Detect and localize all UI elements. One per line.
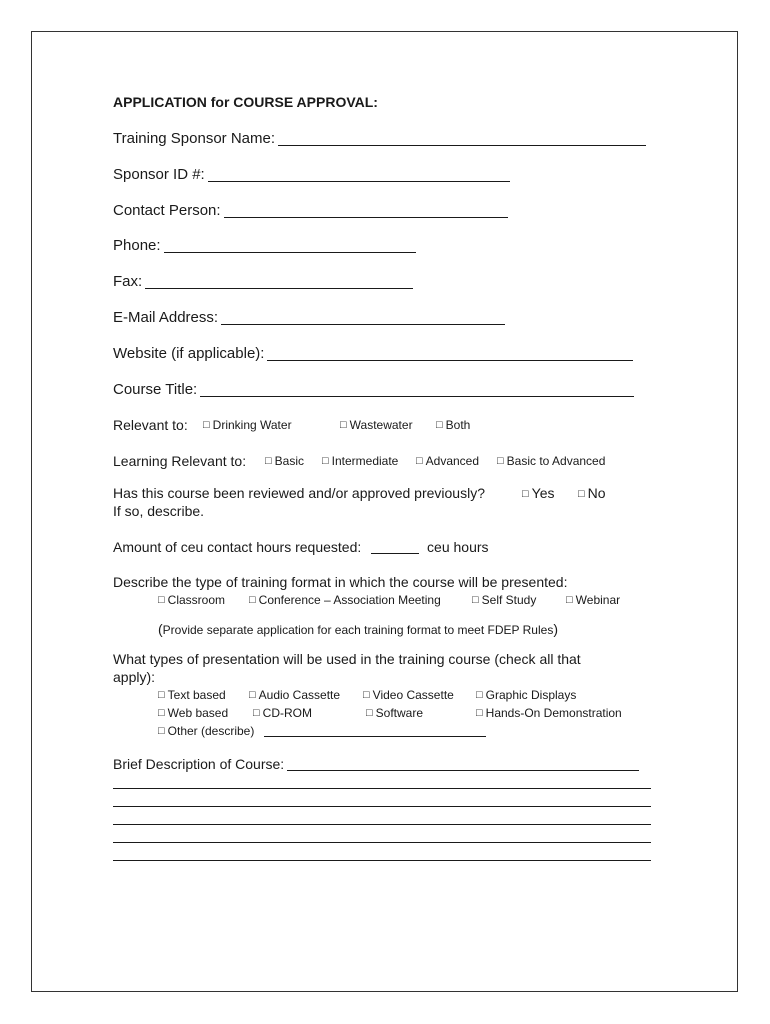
sponsor-id-label: Sponsor ID #: — [113, 166, 205, 183]
training-sponsor-field[interactable] — [113, 131, 646, 146]
checkbox-empty-icon[interactable]: □ — [265, 455, 272, 467]
checkbox-empty-icon[interactable]: □ — [366, 707, 373, 719]
checkbox-empty-icon[interactable]: □ — [158, 594, 165, 606]
website-label: Website (if applicable): — [113, 345, 265, 362]
description-line-5[interactable] — [113, 860, 651, 861]
checkbox-empty-icon[interactable]: □ — [436, 419, 443, 431]
ceu-input-line[interactable] — [371, 539, 419, 554]
description-line-3[interactable] — [113, 824, 651, 825]
presentation-option-hands-on[interactable]: □ Hands-On Demonstration — [476, 706, 622, 720]
description-label: Brief Description of Course: — [113, 756, 285, 772]
email-label: E-Mail Address: — [113, 309, 219, 326]
checkbox-empty-icon[interactable]: □ — [203, 419, 210, 431]
website-field[interactable] — [113, 346, 633, 361]
presentation-option-software[interactable]: □ Software — [366, 706, 424, 720]
checkbox-empty-icon[interactable]: □ — [249, 689, 256, 701]
contact-person-input-line[interactable] — [224, 203, 508, 218]
presentation-option-web-based[interactable]: □ Web based — [158, 706, 229, 720]
checkbox-empty-icon[interactable]: □ — [476, 689, 483, 701]
presentation-option-audio-cassette[interactable]: □ Audio Cassette — [249, 688, 341, 702]
presentation-option-cd-rom[interactable]: □ CD-ROM — [253, 706, 312, 720]
checkbox-empty-icon[interactable]: □ — [522, 488, 529, 500]
description-input-line[interactable] — [287, 756, 639, 771]
learning-relevant-label: Learning Relevant to: — [113, 453, 247, 469]
fax-input-line[interactable] — [145, 274, 413, 289]
presentation-option-video-cassette[interactable]: □ Video Cassette — [363, 688, 454, 702]
checkbox-empty-icon[interactable]: □ — [497, 455, 504, 467]
email-field[interactable] — [113, 310, 505, 325]
checkbox-empty-icon[interactable]: □ — [158, 689, 165, 701]
checkbox-empty-icon[interactable]: □ — [472, 594, 479, 606]
other-describe-input-line[interactable] — [264, 725, 486, 737]
checkbox-empty-icon[interactable]: □ — [158, 707, 165, 719]
relevant-to-label: Relevant to: — [113, 417, 188, 433]
reviewed-no-option[interactable]: □ No — [578, 485, 606, 501]
ceu-unit: ceu hours — [427, 539, 489, 555]
phone-input-line[interactable] — [164, 238, 416, 253]
training-sponsor-label: Training Sponsor Name: — [113, 130, 276, 147]
email-input-line[interactable] — [221, 310, 505, 325]
presentation-question-line2: apply): — [113, 669, 156, 685]
course-title-label: Course Title: — [113, 381, 198, 398]
presentation-option-graphic-displays[interactable]: □ Graphic Displays — [476, 688, 577, 702]
fax-field[interactable] — [113, 274, 413, 289]
checkbox-empty-icon[interactable]: □ — [416, 455, 423, 467]
checkbox-empty-icon[interactable]: □ — [322, 455, 329, 467]
fax-label: Fax: — [113, 273, 143, 290]
course-title-field[interactable] — [113, 382, 634, 397]
website-input-line[interactable] — [267, 346, 633, 361]
format-option-classroom[interactable]: □ Classroom — [158, 593, 226, 607]
reviewed-describe-label: If so, describe. — [113, 503, 205, 519]
form-title: APPLICATION for COURSE APPROVAL: — [113, 94, 378, 110]
reviewed-question: Has this course been reviewed and/or approved previously? — [113, 485, 485, 501]
format-option-self-study[interactable]: □ Self Study — [472, 593, 537, 607]
ceu-label: Amount of ceu contact hours requested: — [113, 539, 362, 555]
description-line-1[interactable] — [113, 788, 651, 789]
presentation-option-text-based[interactable]: □ Text based — [158, 688, 226, 702]
training-sponsor-input-line[interactable] — [278, 131, 646, 146]
contact-person-field[interactable] — [113, 203, 508, 218]
relevant-option-both[interactable]: □ Both — [436, 418, 471, 432]
presentation-question-line1: What types of presentation will be used in the training course (check all that — [113, 651, 581, 667]
sponsor-id-field[interactable] — [113, 167, 510, 182]
format-note: (Provide separate application for each training format to meet FDEP Rules) — [158, 621, 558, 637]
format-question: Describe the type of training format in which the course will be presented: — [113, 574, 568, 590]
contact-person-label: Contact Person: — [113, 202, 221, 219]
checkbox-empty-icon[interactable]: □ — [253, 707, 260, 719]
course-title-input-line[interactable] — [200, 382, 634, 397]
ceu-field[interactable] — [113, 539, 489, 554]
checkbox-empty-icon[interactable]: □ — [158, 725, 165, 737]
checkbox-empty-icon[interactable]: □ — [578, 488, 585, 500]
learning-option-basic-to-advanced[interactable]: □ Basic to Advanced — [497, 454, 606, 468]
reviewed-yes-option[interactable]: □ Yes — [522, 485, 555, 501]
checkbox-empty-icon[interactable]: □ — [363, 689, 370, 701]
description-field[interactable] — [113, 756, 639, 771]
relevant-option-wastewater[interactable]: □ Wastewater — [340, 418, 413, 432]
description-line-4[interactable] — [113, 842, 651, 843]
description-line-2[interactable] — [113, 806, 651, 807]
learning-option-advanced[interactable]: □ Advanced — [416, 454, 480, 468]
checkbox-empty-icon[interactable]: □ — [566, 594, 573, 606]
learning-option-intermediate[interactable]: □ Intermediate — [322, 454, 399, 468]
checkbox-empty-icon[interactable]: □ — [476, 707, 483, 719]
learning-option-basic[interactable]: □ Basic — [265, 454, 304, 468]
sponsor-id-input-line[interactable] — [208, 167, 510, 182]
format-option-webinar[interactable]: □ Webinar — [566, 593, 621, 607]
format-option-conference[interactable]: □ Conference – Association Meeting — [249, 593, 441, 607]
presentation-option-other[interactable]: □ Other (describe) — [158, 725, 486, 737]
checkbox-empty-icon[interactable]: □ — [249, 594, 256, 606]
phone-field[interactable] — [113, 238, 416, 253]
relevant-option-drinking-water[interactable]: □ Drinking Water — [203, 418, 292, 432]
checkbox-empty-icon[interactable]: □ — [340, 419, 347, 431]
phone-label: Phone: — [113, 237, 161, 254]
